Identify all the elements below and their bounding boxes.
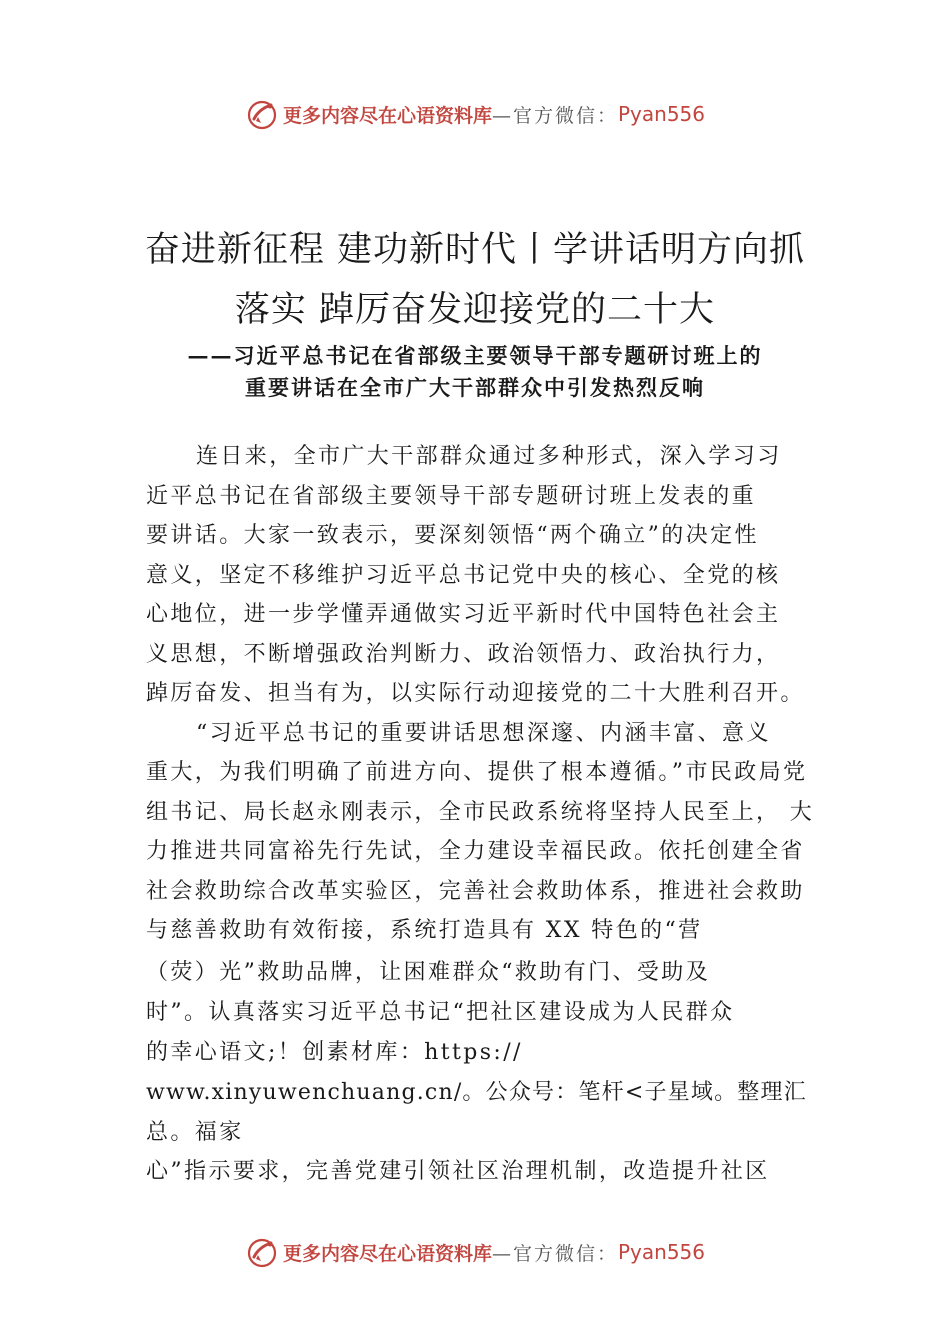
document-subtitle-line-2: 重要讲话在全市广大干部群众中引发热烈反响 (245, 375, 705, 400)
body-line: 与慈善救助有效衔接，系统打造具有 XX 特色的“营 (146, 918, 703, 943)
body-line: 心”指示要求，完善党建引领社区治理机制，改造提升社区 (146, 1159, 770, 1184)
body-line: 组书记、局长赵永刚表示，全市民政系统将坚持人民至上， 大 (146, 800, 815, 825)
banner-wechat-label: —官方微信： (491, 104, 618, 127)
body-line: 总。福家 (146, 1120, 244, 1145)
body-line: 时”。认真落实习近平总书记“把社区建设成为人民群众 (146, 1000, 735, 1025)
body-line: （荧）光”救助品牌，让困难群众“救助有门、受助及 (146, 960, 711, 985)
footer-watermark-banner (0, 1232, 950, 1272)
body-line: 要讲话。大家一致表示，要深刻领悟“两个确立”的决定性 (146, 523, 759, 548)
body-line: 踔厉奋发、担当有为，以实际行动迎接党的二十大胜利召开。 (146, 681, 805, 706)
banner-wechat-id: Pyan556 (618, 102, 706, 126)
body-line: 意义，坚定不移维护习近平总书记党中央的核心、全党的核 (146, 563, 781, 588)
body-line: www.xinyuwenchuang.cn/。公众号：笔杆<子星域。整理汇 (146, 1080, 807, 1105)
pen-seal-logo-icon (245, 97, 279, 131)
body-line: 义思想，不断增强政治判断力、政治领悟力、政治执行力， (146, 642, 781, 667)
body-line: 连日来，全市广大干部群众通过多种形式，深入学习习 (196, 444, 782, 469)
body-line: 重大，为我们明确了前进方向、提供了根本遵循。”市民政局党 (146, 760, 808, 785)
body-line: 力推进共同富裕先行先试，全力建设幸福民政。依托创建全省 (146, 839, 805, 864)
body-line: 心地位，进一步学懂弄通做实习近平新时代中国特色社会主 (146, 602, 781, 627)
pen-seal-logo-icon (245, 1235, 279, 1269)
banner-library-name: 更多内容尽在心语资料库 (282, 1242, 492, 1265)
header-watermark-banner (0, 94, 950, 134)
body-line: 近平总书记在省部级主要领导干部专题研讨班上发表的重 (146, 484, 757, 509)
body-line: 的幸心语文;！创素材库：https:// (146, 1040, 523, 1065)
document-title-line-1: 奋进新征程 建功新时代丨学讲话明方向抓 (144, 230, 806, 270)
document-subtitle-line-1: ——习近平总书记在省部级主要领导干部专题研讨班上的 (187, 343, 763, 368)
document-title-line-2: 落实 踔厉奋发迎接党的二十大 (234, 290, 716, 330)
banner-wechat-label: —官方微信： (491, 1242, 618, 1265)
banner-library-name: 更多内容尽在心语资料库 (282, 104, 492, 127)
body-line: 社会救助综合改革实验区，完善社会救助体系，推进社会救助 (146, 879, 805, 904)
body-line: “习近平总书记的重要讲话思想深邃、内涵丰富、意义 (196, 721, 771, 746)
banner-wechat-id: Pyan556 (618, 1240, 706, 1264)
